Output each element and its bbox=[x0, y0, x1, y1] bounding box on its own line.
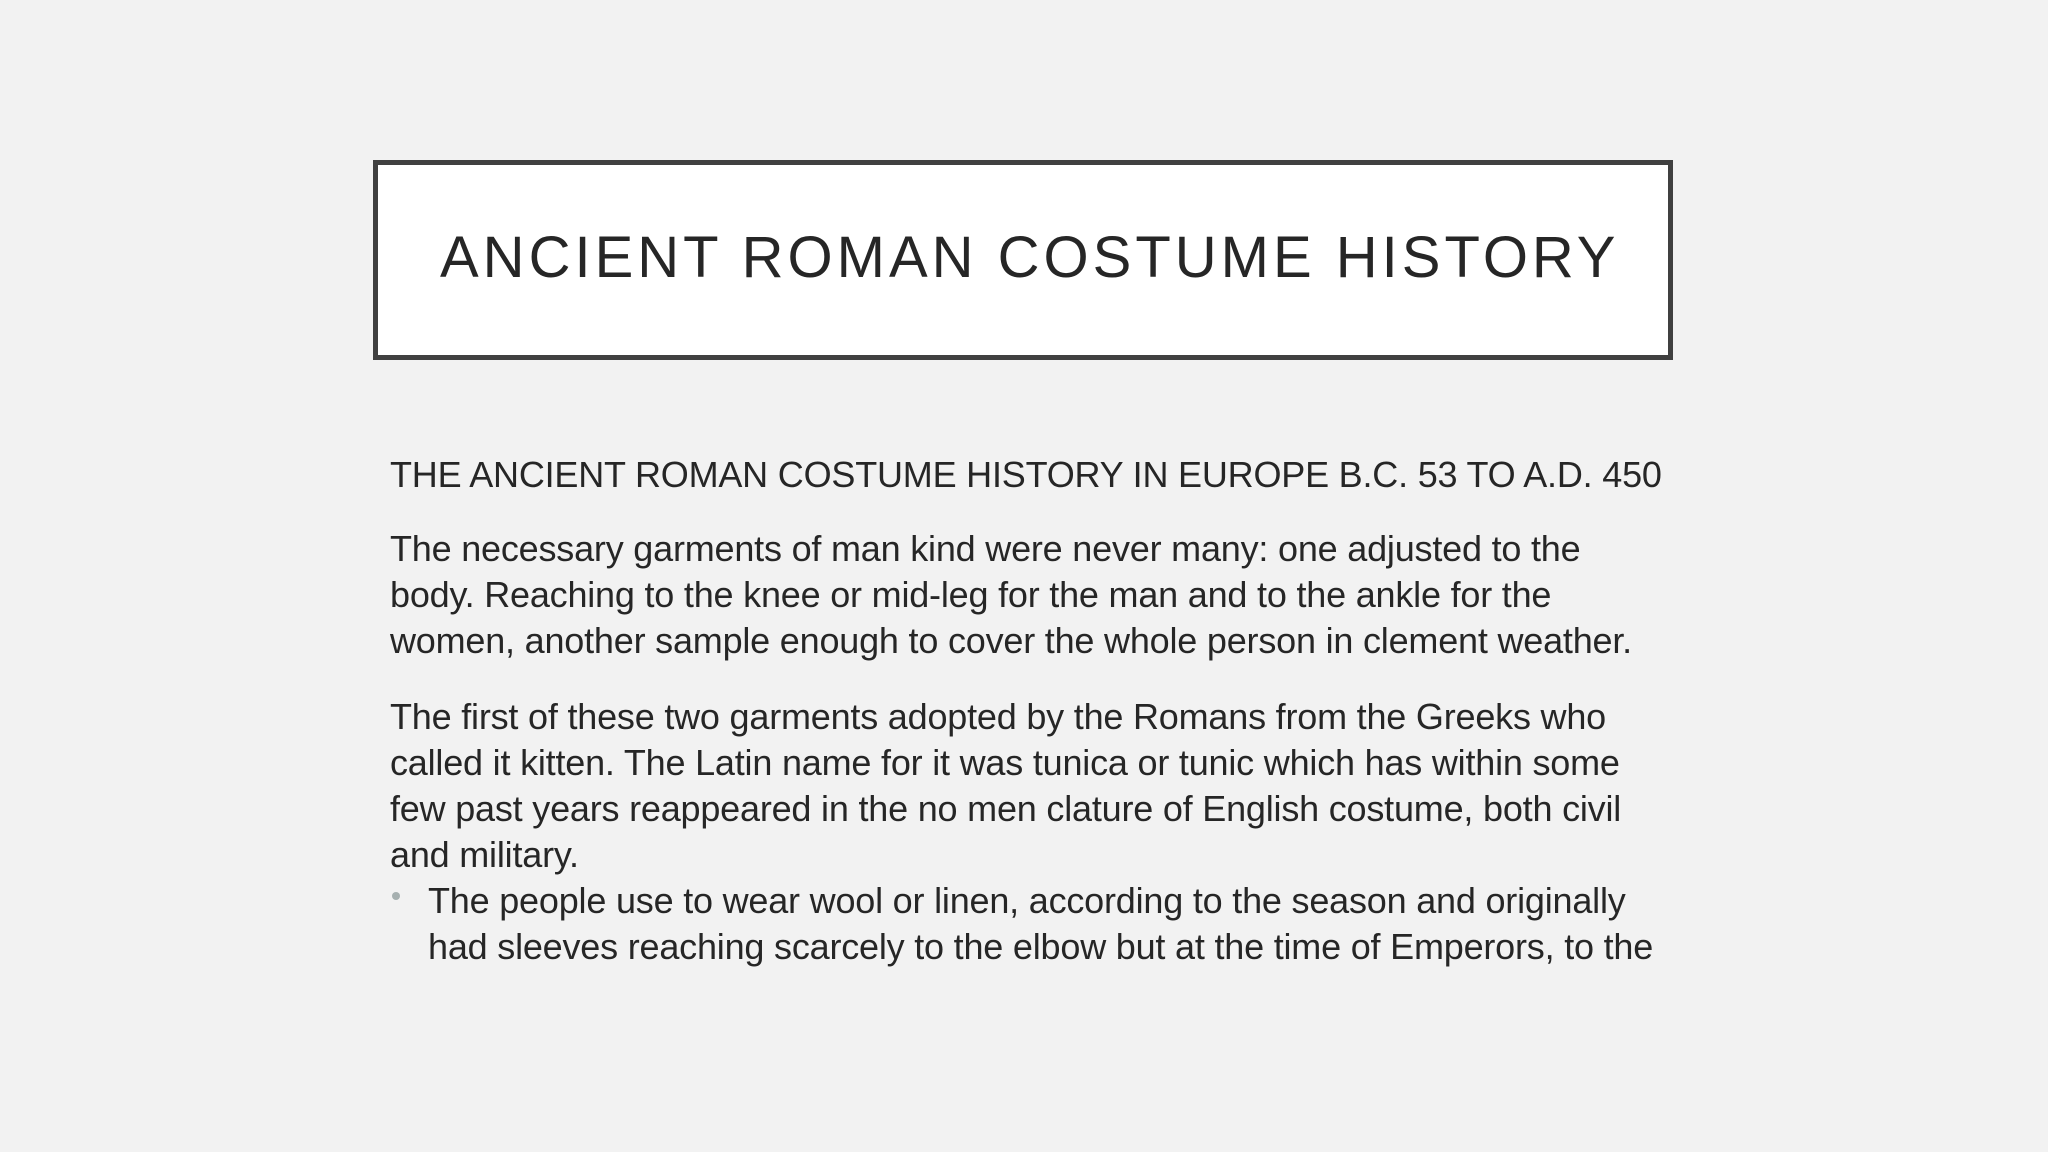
bullet-text: The people use to wear wool or linen, according to the season and originally had sleeves reaching scarcely to the elbow but at the time of Emperors, to the bbox=[428, 880, 1654, 967]
bullet-item bbox=[390, 878, 1670, 970]
slide-title: ANCIENT ROMAN COSTUME HISTORY bbox=[440, 225, 1620, 290]
bullet-dot-icon bbox=[392, 892, 400, 900]
paragraph-2: The first of these two garments adopted by the Romans from the Greeks who called it kitten. The Latin name for it was tunica or tunic which has within some few past years reappeared in the no men clature of English costume, both civil and military. bbox=[390, 696, 1622, 875]
slide-subtitle: THE ANCIENT ROMAN COSTUME HISTORY IN EUROPE B.C. 53 TO A.D. 450 bbox=[390, 454, 1662, 495]
title-box bbox=[373, 160, 1673, 360]
slide-body bbox=[390, 452, 1670, 970]
paragraph-1: The necessary garments of man kind were never many: one adjusted to the body. Reaching to the knee or mid-leg for the man and to the ankle for the women, another sample enough to cover the whole person in clement weather. bbox=[390, 528, 1632, 661]
